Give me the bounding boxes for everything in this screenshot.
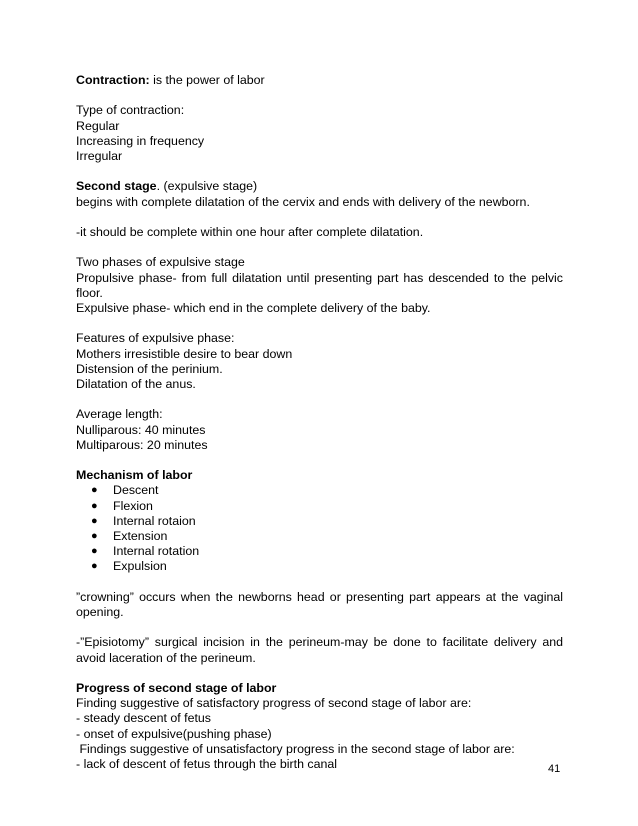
list-item: ● Extension bbox=[91, 528, 168, 543]
nulliparous-length: Nulliparous: 40 minutes bbox=[76, 422, 206, 437]
propulsive-phase-text: Propulsive phase- from full dilatation until presenting part has descended to the pelvic floor. bbox=[76, 270, 563, 300]
features-title: Features of expulsive phase: bbox=[76, 331, 235, 346]
feature-item: Mothers irresistible desire to bear down bbox=[76, 346, 293, 361]
contraction-text: is the power of labor bbox=[149, 73, 265, 87]
average-length-title: Average length: bbox=[76, 407, 163, 422]
bullet-icon: ● bbox=[91, 514, 98, 527]
bullet-icon: ● bbox=[91, 529, 98, 542]
second-stage-heading-suffix: . (expulsive stage) bbox=[156, 179, 258, 194]
contraction-paragraph bbox=[76, 73, 563, 88]
feature-item: Distension of the perinium. bbox=[76, 361, 223, 376]
progress-heading: Progress of second stage of labor bbox=[76, 680, 277, 695]
page-content bbox=[76, 73, 563, 772]
contraction-type-label: Type of contraction: bbox=[76, 103, 185, 118]
second-stage-definition: begins with complete dilatation of the cervix and ends with delivery of the newborn. bbox=[76, 194, 530, 209]
satisfactory-item: - onset of expulsive(pushing phase) bbox=[76, 726, 272, 741]
contraction-heading: Contraction: bbox=[76, 73, 150, 87]
feature-item: Dilatation of the anus. bbox=[76, 376, 196, 391]
contraction-type-item: Regular bbox=[76, 118, 120, 133]
mechanism-list bbox=[76, 483, 563, 574]
expulsive-phase-text: Expulsive phase- which end in the complete delivery of the baby. bbox=[76, 300, 431, 315]
satisfactory-intro: Finding suggestive of satisfactory progress of second stage of labor are: bbox=[76, 696, 472, 711]
unsatisfactory-item: - lack of descent of fetus through the birth canal bbox=[76, 756, 338, 771]
bullet-icon: ● bbox=[91, 545, 98, 558]
mechanism-heading: Mechanism of labor bbox=[76, 468, 193, 483]
list-item: ● Flexion bbox=[91, 498, 153, 513]
unsatisfactory-intro: Findings suggestive of unsatisfactory progress in the second stage of labor are: bbox=[76, 741, 515, 756]
phases-title: Two phases of expulsive stage bbox=[76, 255, 245, 270]
page-number: 41 bbox=[548, 763, 561, 775]
list-item: ● Internal rotation bbox=[91, 544, 200, 559]
satisfactory-item: - steady descent of fetus bbox=[76, 711, 211, 726]
crowning-paragraph: ”crowning” occurs when the newborns head or presenting part appears at the vaginal opening. bbox=[76, 589, 563, 619]
bullet-icon: ● bbox=[91, 560, 98, 573]
second-stage-completion-note: -it should be complete within one hour after complete dilatation. bbox=[76, 224, 424, 239]
second-stage-heading-line bbox=[76, 179, 563, 194]
list-item: ● Descent bbox=[91, 483, 159, 498]
bullet-icon: ● bbox=[91, 484, 98, 497]
list-item: ● Internal rotaion bbox=[91, 513, 196, 528]
multiparous-length: Multiparous: 20 minutes bbox=[76, 437, 208, 452]
second-stage-heading: Second stage bbox=[76, 179, 157, 194]
list-item: ● Expulsion bbox=[91, 559, 167, 574]
episiotomy-paragraph: -”Episiotomy” surgical incision in the perineum-may be done to facilitate delivery and avoid laceration of the perineum. bbox=[76, 635, 563, 665]
contraction-type-item: Irregular bbox=[76, 149, 123, 163]
bullet-icon: ● bbox=[91, 499, 98, 512]
contraction-type-item: Increasing in frequency bbox=[76, 133, 205, 148]
